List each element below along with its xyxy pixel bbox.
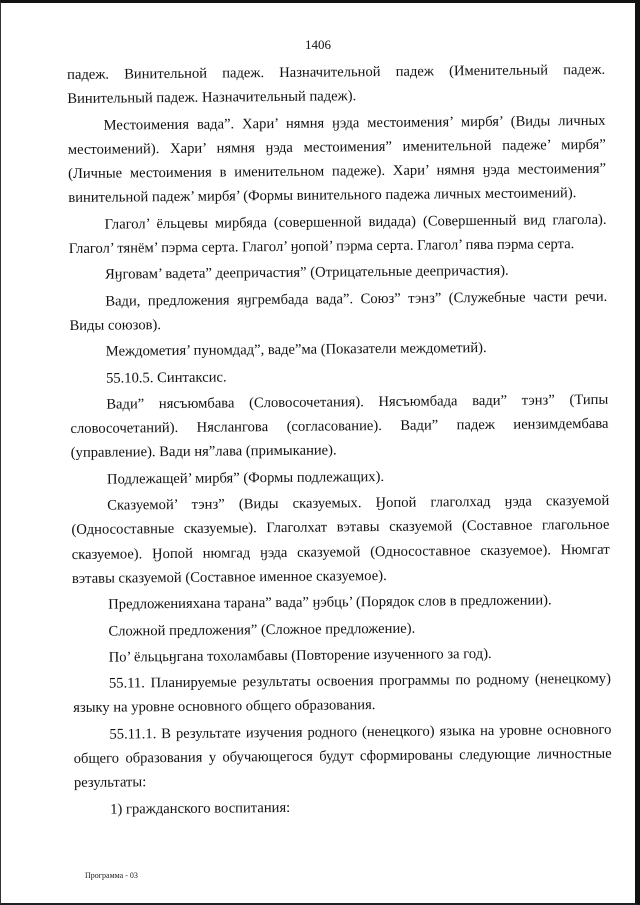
paragraph: 55.11.1. В результате изучения родного (ненецкого) языка на уровне основного общего образования у обучающегося будут сформированы следующие личностные результаты: [73,721,612,792]
paragraph: По’ ёльцьӈгана тохоламбавы (Повторение изученного за год). [108,645,492,666]
page-number: 1406 [305,37,331,52]
section-heading: 55.11. Планируемые результаты освоения программы по родному (ненецкому) языку на уровне основного общего образования. [73,670,612,717]
paragraph: Местоимения вада”. Хари’ нямня ӈэда местоимения’ мирбя’ (Виды личных местоимений). Хари’ нямня ӈэда местоимения” именительной падеже’ мирбя” (Личные местоимения в именительном падеже). Хари’ нямня ӈэда местоимения” винительной падеж’ мирбя’ (Формы винительного падежа личных местоимений). [67,112,607,207]
footer-label: Программа - 03 [85,871,138,880]
paragraph: падеж. Винительной падеж. Назначительной падеж (Именительный падеж. Винительный падеж. Назначительный падеж). [67,61,606,108]
paragraph: Междометия’ пуномдад”, ваде”ма (Показатели междометий). [105,340,487,360]
paragraph: Глагол’ ёльцевы мирбяда (совершенной видада) (Совершенный вид глагола). Глагол’ тянём’ пэрма серта. Глагол’ ӈопой’ пэрма серта. Глагол’ пява пэрма серта. [68,211,607,258]
body-text [67,58,612,824]
section-heading: 55.10.5. Синтаксис. [105,369,227,387]
paragraph: Подлежащей’ мирбя” (Формы подлежащих). [106,468,385,488]
paragraph: Вади, предложения яӈгрембада вада”. Союз” тэнз” (Служебные части речи. Виды союзов). [69,288,608,334]
paragraph: Сказуемой’ тэнз” (Виды сказуемых. Ӈопой глаголхад ӈэда сказуемой (Односоставные сказуемые). Глаголхат вэтавы сказуемой (Составное глагольное сказуемое). Ӈопой нюмгад ӈэда сказуемой (Односоставное сказуемое). Нюмгат вэтавы сказуемой (Составное именное сказуемое). [71,492,610,587]
paragraph: Предложенияхана тарана” вада” ӈэбць’ (Порядок слов в предложении). [108,592,552,613]
paragraph: Яӈговам’ вадета” деепричастия” (Отрицательные деепричастия). [104,263,509,284]
list-item: 1) гражданского воспитания: [110,799,291,818]
paragraph: Сложной предложения” (Сложное предложение). [108,620,416,640]
paragraph: Вади” нясъюмбава (Словосочетания). Нясъюмбада вади” тэнз” (Типы словосочетаний). Нясланговa (согласование). Вади” падеж иензимдембава (управление). Вади ня”лава (примыкание). [70,391,609,462]
